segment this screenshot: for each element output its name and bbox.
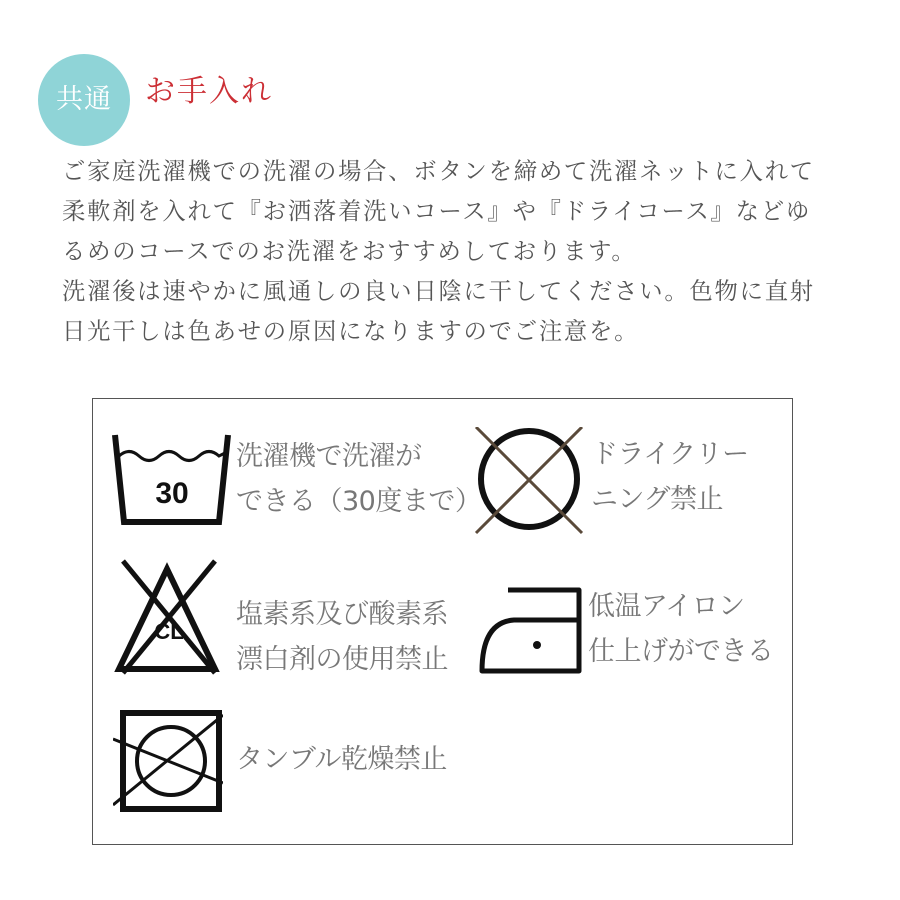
iron-low-temperature-icon [478,584,583,679]
bleach-symbol-text: CL [154,619,184,644]
care-description [62,152,852,352]
badge-label: 共通 [56,84,112,115]
care-item-iron-low [478,584,778,679]
care-label-line: ニング禁止 [591,484,723,515]
care-item-wash-30 [109,429,482,529]
care-item-no-bleach [109,559,469,679]
description-line: ご家庭洗濯機での洗濯の場合、ボタンを締めて洗濯ネットに入れて [62,158,815,185]
washtub-30-icon [109,429,234,529]
care-label-line: 洗濯機で洗濯が [236,441,422,472]
care-label-line: ドライクリー [591,439,749,470]
care-label-line: 仕上げができる [588,636,774,667]
no-tumble-dry-icon [113,705,223,813]
care-item-no-tumble-dry [113,705,473,815]
description-line: 柔軟剤を入れて『お洒落着洗いコース』や『ドライコース』などゆ [62,198,811,225]
care-item-no-dry-cleaning [473,427,773,537]
common-badge [38,54,130,146]
care-label-panel [92,398,793,845]
description-line: 日光干しは色あせの原因になりますのでご注意を。 [62,318,640,345]
care-heading: お手入れ [145,74,273,109]
description-line: 洗濯後は速やかに風通しの良い日陰に干してください。色物に直射 [62,278,815,305]
no-bleach-icon [109,559,229,679]
care-label-line: 漂白剤の使用禁止 [236,644,448,675]
care-label-line: 低温アイロン [588,591,745,622]
care-label-line: できる（30度まで） [236,486,482,517]
care-label-line: タンブル乾燥禁止 [236,744,447,775]
description-line: るめのコースでのお洗濯をおすすめしております。 [62,238,637,265]
no-dry-cleaning-icon [473,427,588,537]
washtub-temperature: 30 [155,477,189,510]
care-label-line: 塩素系及び酸素系 [236,599,448,630]
